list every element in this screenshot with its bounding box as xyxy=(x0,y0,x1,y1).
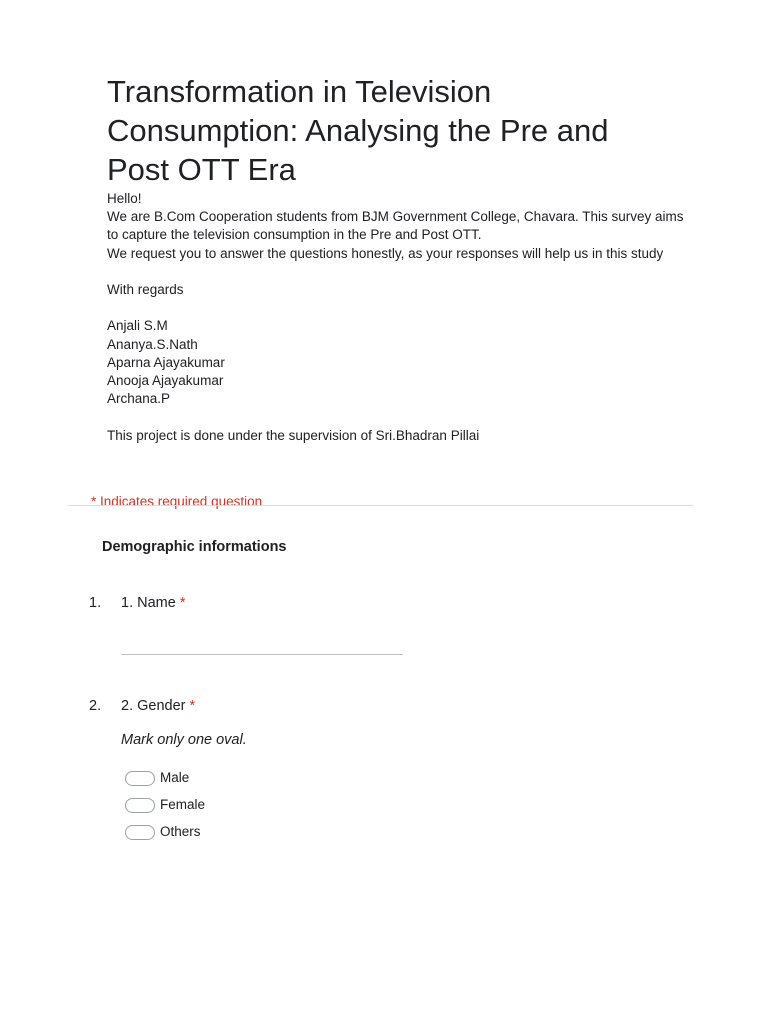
name-input[interactable] xyxy=(121,636,403,655)
description-request: We request you to answer the questions honestly, as your responses will help us in this study xyxy=(107,245,664,261)
description-spacer xyxy=(107,408,687,426)
author-name: Ananya.S.Nath xyxy=(107,336,198,352)
required-asterisk: * xyxy=(179,595,186,611)
question-hint: Mark only one oval. xyxy=(121,732,247,748)
form-title: Transformation in Television Consumption: Analysing the Pre and Post OTT Era xyxy=(107,74,609,187)
description-supervision: This project is done under the supervision of Sri.Bhadran Pillai xyxy=(107,427,480,443)
question-gender-label xyxy=(121,697,195,715)
description-spacer xyxy=(107,299,687,317)
question-label-text: 2. Gender xyxy=(121,698,186,714)
option-label: Male xyxy=(160,770,190,785)
gender-option-female[interactable] xyxy=(125,796,205,814)
section-title: Demographic informations xyxy=(102,539,287,555)
gender-option-others[interactable] xyxy=(125,823,201,841)
description-intro: We are B.Com Cooperation students from BJM Government College, Chavara. This survey aims to capture the television consumption in the Pre and Post OTT. xyxy=(107,209,684,243)
form-description xyxy=(107,190,687,445)
question-number: 2. xyxy=(89,698,102,714)
radio-oval-icon[interactable] xyxy=(125,825,155,840)
option-label: Female xyxy=(160,797,206,812)
author-name: Anjali S.M xyxy=(107,318,168,334)
question-number: 1. xyxy=(89,595,102,611)
section-divider xyxy=(68,505,693,506)
author-name: Archana.P xyxy=(107,391,171,407)
gender-option-male[interactable] xyxy=(125,769,189,787)
required-note: * Indicates required question xyxy=(91,494,263,509)
author-name: Aparna Ajayakumar xyxy=(107,354,225,370)
radio-oval-icon[interactable] xyxy=(125,798,155,813)
author-name: Anooja Ajayakumar xyxy=(107,373,224,388)
question-label-text: 1. Name xyxy=(121,595,176,611)
option-label: Others xyxy=(160,824,201,839)
radio-oval-icon[interactable] xyxy=(125,771,155,786)
description-regards: With regards xyxy=(107,282,184,297)
question-name-label xyxy=(121,594,186,612)
description-spacer xyxy=(107,263,687,281)
description-greeting: Hello! xyxy=(107,191,142,206)
required-asterisk: * xyxy=(189,698,196,714)
